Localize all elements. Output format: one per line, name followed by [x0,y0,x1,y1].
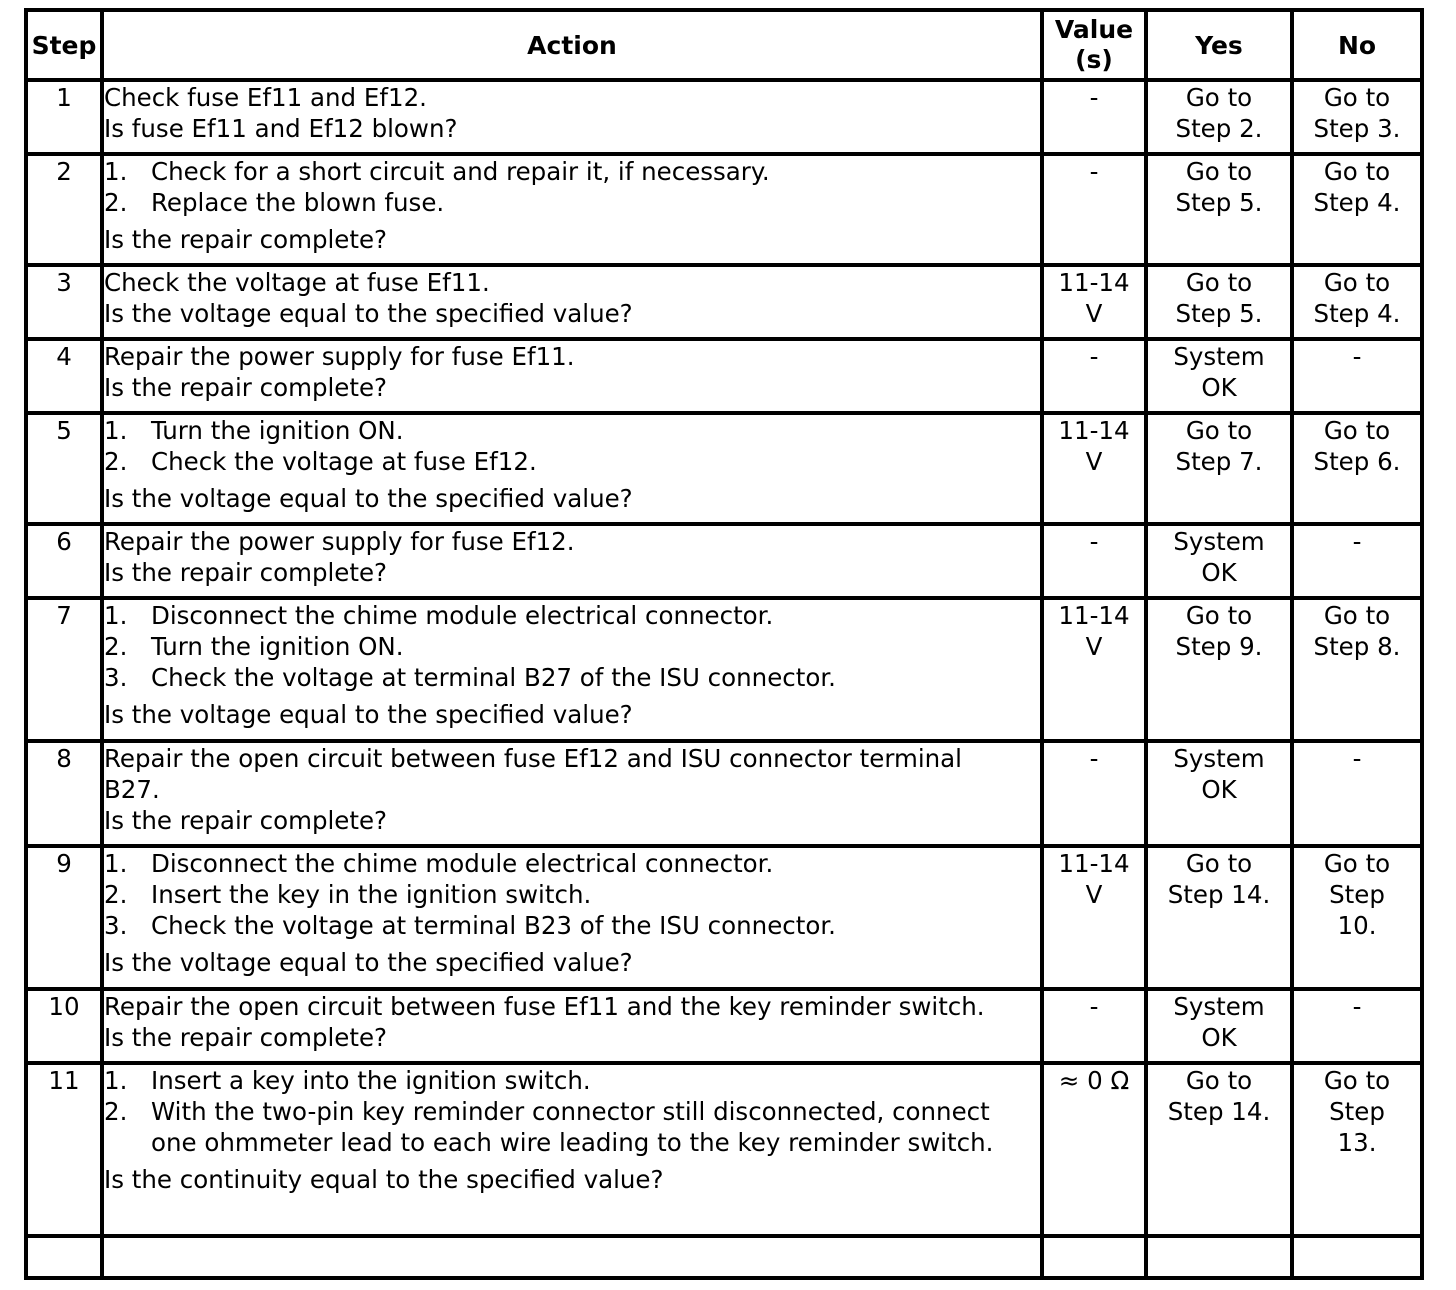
yes-text: Step 7. [1175,447,1263,476]
yes-text: OK [1201,558,1237,587]
action-question: Is the voltage equal to the specified value? [104,299,633,328]
action-step-item [104,631,1040,662]
value-text: - [1089,83,1099,112]
action-step-item [104,187,1040,218]
item-text: Check for a short circuit and repair it, if necessary. [151,157,770,186]
no-text: Go to [1323,157,1391,186]
item-number: 1. [104,1066,128,1095]
no-cell [1292,598,1422,741]
no-text: Step 4. [1313,188,1401,217]
yes-text: System [1173,744,1265,773]
no-cell [1292,154,1422,265]
item-number: 1. [104,601,128,630]
item-text: With the two-pin key reminder connector still disconnected, connect one ohmmeter lead to each wire leading to the key reminder switch. [151,1097,994,1157]
no-text: Go to [1323,268,1391,297]
action-cell [102,154,1042,265]
item-text: Turn the ignition ON. [151,632,404,661]
action-cell [102,524,1042,598]
yes-text: OK [1201,1023,1237,1052]
value-cell [1042,339,1146,413]
item-text: Turn the ignition ON. [151,416,404,445]
action-text: Check fuse Ef11 and Ef12. [104,83,427,112]
yes-cell [1146,265,1292,339]
action-step-item [104,1065,1040,1096]
action-question: Is the continuity equal to the specified value? [104,1165,664,1194]
action-cell [102,846,1042,989]
no-cell [1292,339,1422,413]
yes-cell [1146,846,1292,989]
action-question: Is the repair complete? [104,225,388,254]
action-step-item [104,848,1040,879]
action-cell [102,80,1042,154]
value-cell [1042,1063,1146,1236]
empty-cell [26,1236,102,1278]
no-cell [1292,989,1422,1063]
no-cell [1292,265,1422,339]
action-text: Check the voltage at fuse Ef11. [104,268,490,297]
item-number: 1. [104,849,128,878]
yes-text: Go to [1185,157,1253,186]
action-cell [102,265,1042,339]
action-text: Repair the power supply for fuse Ef12. [104,527,575,556]
action-question: Is the repair complete? [104,558,388,587]
value-cell [1042,265,1146,339]
no-text: 10. [1337,911,1377,940]
yes-text: System [1173,992,1265,1021]
yes-cell [1146,154,1292,265]
table-row [26,598,1422,741]
no-text: Step 3. [1313,114,1401,143]
step-number: 2 [26,154,102,265]
yes-text: Step 14. [1167,880,1271,909]
no-text: Step [1329,1097,1385,1126]
action-steps [104,415,1040,477]
no-text: Go to [1323,849,1391,878]
yes-cell [1146,524,1292,598]
item-text: Insert the key in the ignition switch. [151,880,592,909]
action-step-item [104,600,1040,631]
action-steps [104,848,1040,941]
item-number: 2. [104,447,128,476]
item-text: Check the voltage at terminal B23 of the ISU connector. [151,911,836,940]
no-text: Go to [1323,1066,1391,1095]
item-text: Check the voltage at terminal B27 of the ISU connector. [151,663,836,692]
action-cell [102,989,1042,1063]
value-text: V [1085,632,1103,661]
yes-text: Go to [1185,849,1253,878]
value-text: - [1089,342,1099,371]
yes-cell [1146,413,1292,524]
action-question: Is the voltage equal to the specified value? [104,948,633,977]
step-number: 5 [26,413,102,524]
table-row-continued [26,1236,1422,1278]
value-cell [1042,154,1146,265]
yes-text: Go to [1185,416,1253,445]
yes-text: Go to [1185,1066,1253,1095]
step-number: 10 [26,989,102,1063]
header-value: Value (s) [1042,10,1146,80]
table-row [26,265,1422,339]
action-text: Repair the open circuit between fuse Ef12 and ISU connector terminal [104,744,962,773]
value-cell [1042,741,1146,846]
header-no: No [1292,10,1422,80]
value-text: V [1085,299,1103,328]
action-step-item [104,156,1040,187]
item-number: 2. [104,188,128,217]
yes-text: Go to [1185,268,1253,297]
no-cell [1292,80,1422,154]
yes-text: Step 2. [1175,114,1263,143]
yes-text: Step 9. [1175,632,1263,661]
step-number: 4 [26,339,102,413]
yes-text: Step 5. [1175,188,1263,217]
no-cell [1292,846,1422,989]
table-row [26,80,1422,154]
value-text: ≈ 0 Ω [1058,1066,1130,1095]
no-text: Step 4. [1313,299,1401,328]
yes-text: Step 5. [1175,299,1263,328]
no-text: Step 8. [1313,632,1401,661]
value-text: - [1089,992,1099,1021]
no-cell [1292,524,1422,598]
value-cell [1042,80,1146,154]
value-text: 11-14 [1058,416,1130,445]
item-number: 2. [104,880,128,909]
action-step-item [104,415,1040,446]
action-question: Is the repair complete? [104,373,388,402]
value-text: V [1085,447,1103,476]
action-question: Is fuse Ef11 and Ef12 blown? [104,114,458,143]
step-number: 3 [26,265,102,339]
yes-text: Go to [1185,601,1253,630]
action-cell [102,413,1042,524]
table-row [26,1063,1422,1236]
no-text: - [1352,744,1362,773]
table-row [26,989,1422,1063]
value-text: - [1089,527,1099,556]
step-number: 7 [26,598,102,741]
step-number: 8 [26,741,102,846]
no-text: Step 6. [1313,447,1401,476]
yes-text: OK [1201,373,1237,402]
value-text: - [1089,157,1099,186]
no-text: Go to [1323,83,1391,112]
no-text: 13. [1337,1128,1377,1157]
no-cell [1292,741,1422,846]
action-steps [104,156,1040,218]
action-cell [102,1063,1042,1236]
item-text: Replace the blown fuse. [151,188,445,217]
action-text: Repair the open circuit between fuse Ef11 and the key reminder switch. [104,992,985,1021]
yes-cell [1146,80,1292,154]
empty-cell [102,1236,1042,1278]
value-cell [1042,524,1146,598]
yes-text: OK [1201,775,1237,804]
action-step-item [104,910,1040,941]
item-text: Disconnect the chime module electrical connector. [151,601,774,630]
no-text: - [1352,342,1362,371]
action-step-item [104,446,1040,477]
yes-cell [1146,339,1292,413]
action-cell [102,741,1042,846]
action-step-item [104,1096,1040,1158]
item-number: 2. [104,1097,128,1126]
no-text: - [1352,527,1362,556]
table-row [26,741,1422,846]
no-text: Go to [1323,601,1391,630]
no-text: Step [1329,880,1385,909]
value-cell [1042,598,1146,741]
action-steps [104,600,1040,693]
value-text: 11-14 [1058,601,1130,630]
item-number: 3. [104,911,128,940]
header-action: Action [102,10,1042,80]
action-steps [104,1065,1040,1158]
table-row [26,339,1422,413]
item-text: Disconnect the chime module electrical connector. [151,849,774,878]
value-cell [1042,413,1146,524]
action-step-item [104,879,1040,910]
value-text: 11-14 [1058,268,1130,297]
yes-text: System [1173,527,1265,556]
item-text: Insert a key into the ignition switch. [151,1066,591,1095]
action-question: Is the voltage equal to the specified value? [104,700,633,729]
yes-cell [1146,1063,1292,1236]
no-text: - [1352,992,1362,1021]
table-row [26,846,1422,989]
item-number: 2. [104,632,128,661]
yes-cell [1146,598,1292,741]
action-question: Is the repair complete? [104,806,388,835]
yes-text: Go to [1185,83,1253,112]
no-text: Go to [1323,416,1391,445]
value-text: - [1089,744,1099,773]
action-text: Repair the power supply for fuse Ef11. [104,342,575,371]
action-question: Is the voltage equal to the specified value? [104,484,633,513]
step-number: 11 [26,1063,102,1236]
value-text: V [1085,880,1103,909]
item-number: 1. [104,157,128,186]
action-cell [102,339,1042,413]
action-step-item [104,662,1040,693]
action-cell [102,598,1042,741]
no-cell [1292,1063,1422,1236]
step-number: 9 [26,846,102,989]
table-row [26,413,1422,524]
yes-cell [1146,741,1292,846]
step-number: 6 [26,524,102,598]
item-number: 3. [104,663,128,692]
table-row [26,524,1422,598]
no-cell [1292,413,1422,524]
header-yes: Yes [1146,10,1292,80]
value-cell [1042,846,1146,989]
header-step: Step [26,10,102,80]
table-row [26,154,1422,265]
value-cell [1042,989,1146,1063]
header-row [26,10,1422,80]
yes-cell [1146,989,1292,1063]
empty-cell [1146,1236,1292,1278]
value-text: 11-14 [1058,849,1130,878]
item-text: Check the voltage at fuse Ef12. [151,447,537,476]
empty-cell [1292,1236,1422,1278]
action-question: Is the repair complete? [104,1023,388,1052]
item-number: 1. [104,416,128,445]
yes-text: Step 14. [1167,1097,1271,1126]
yes-text: System [1173,342,1265,371]
step-number: 1 [26,80,102,154]
diagnostic-table [24,8,1424,1280]
action-text: B27. [104,775,160,804]
empty-cell [1042,1236,1146,1278]
